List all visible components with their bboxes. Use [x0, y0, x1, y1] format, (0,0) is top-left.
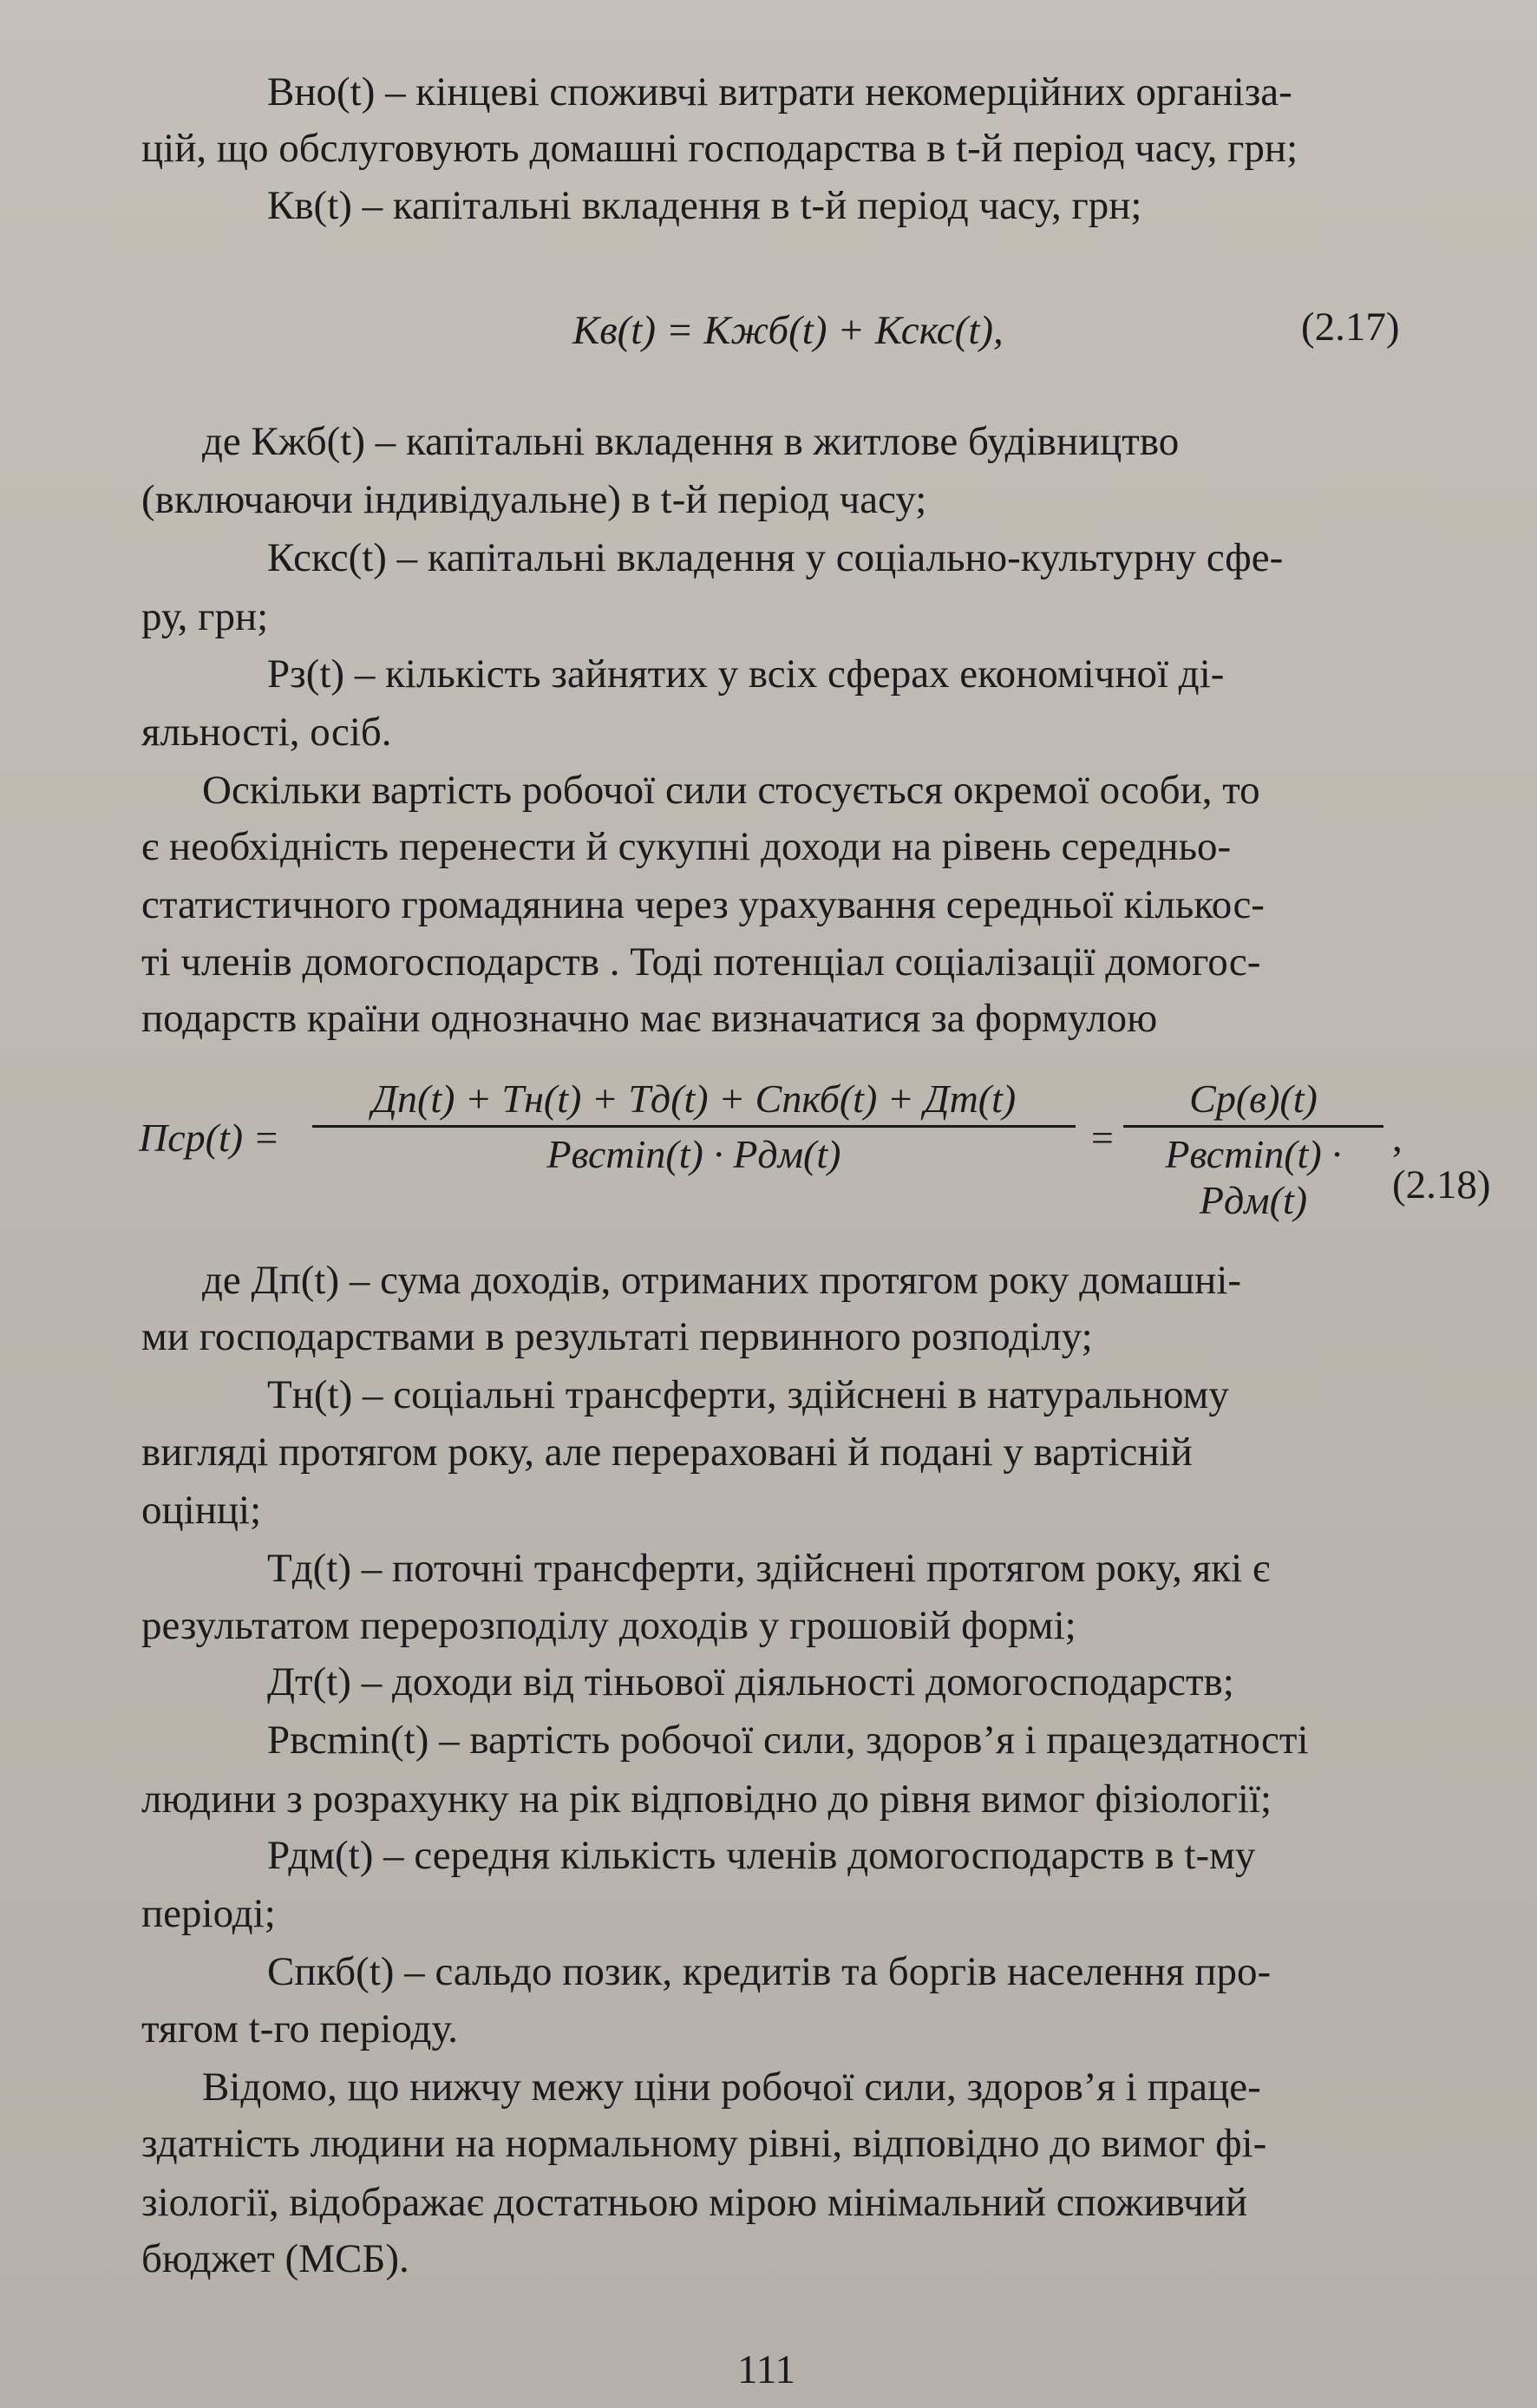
- text-line: подарств країни однозначно має визначатися за формулою: [141, 996, 1158, 1041]
- equation-equals: =: [1089, 1116, 1116, 1160]
- fraction-1-numerator: Дп(t) + Тн(t) + Тд(t) + Cпкб(t) + Дт(t): [312, 1076, 1076, 1128]
- text-line: Оскільки вартість робочої сили стосується окремої особи, то: [202, 768, 1260, 813]
- text-line: Рз(t) – кількість зайнятих у всіх сферах економічної ді-: [267, 651, 1225, 697]
- equation-2-17: Кв(t) = Кжб(t) + Кскс(t),: [572, 308, 1004, 353]
- text-line: Відомо, що нижчу межу ціни робочої сили, здоров’я і праце-: [202, 2064, 1261, 2110]
- text-line: результатом перерозподілу доходів у грошовій формі;: [141, 1603, 1076, 1648]
- text-line: бюджет (МСБ).: [141, 2236, 409, 2281]
- text-line: оцінці;: [141, 1488, 262, 1533]
- text-line: зіології, відображає достатньою мірою мінімальний споживчий: [141, 2180, 1248, 2225]
- text-line: Bно(t) – кінцеві споживчі витрати некомерційних організа-: [267, 69, 1292, 115]
- text-line: статистичного громадянина через урахування середньої кількос-: [141, 882, 1265, 927]
- fraction-1-denominator: Pвсmin(t) · Pдм(t): [546, 1132, 841, 1176]
- equation-lhs: Пср(t) =: [139, 1116, 280, 1160]
- equation-number: (2.17): [1301, 304, 1400, 350]
- text-line: періоді;: [141, 1891, 276, 1936]
- text-line: ми господарствами в результаті первинного розподілу;: [141, 1314, 1093, 1359]
- fraction-2-denominator: Pвсmin(t) · Pдм(t): [1165, 1132, 1342, 1222]
- text-line: людини з розрахунку на рік відповідно до рівня вимог фізіології;: [141, 1777, 1272, 1822]
- text-line: яльності, осіб.: [141, 710, 392, 755]
- text-line: де Дп(t) – сума доходів, отриманих протягом року домашні-: [202, 1258, 1242, 1303]
- equation-2-18: [139, 1076, 1491, 1222]
- text-line: Cпкб(t) – сальдо позик, кредитів та боргів населення про-: [267, 1949, 1272, 1994]
- text-line: вигляді протягом року, але перераховані й подані у вартісній: [141, 1430, 1193, 1475]
- fraction-1: [312, 1076, 1076, 1177]
- text-line: Тн(t) – соціальні трансферти, здійснені в натуральному: [267, 1372, 1229, 1417]
- text-line: ті членів домогосподарств . Тоді потенціал соціалізації домогос-: [141, 939, 1261, 985]
- text-line: здатність людини на нормальному рівні, відповідно до вимог фі-: [141, 2121, 1267, 2166]
- text-line: цій, що обслуговують домашні господарства в t-й період часу, грн;: [141, 126, 1298, 171]
- text-line: є необхідність перенести й сукупні доходи на рівень середньо-: [141, 824, 1232, 869]
- text-line: (включаючи індивідуальне) в t-й період часу;: [141, 477, 927, 522]
- equation-number: , (2.18): [1392, 1116, 1491, 1207]
- text-line: Дт(t) – доходи від тіньової діяльності домогосподарств;: [267, 1659, 1234, 1705]
- fraction-2: [1123, 1076, 1383, 1223]
- text-line: де Кжб(t) – капітальні вкладення в житлове будівництво: [202, 419, 1180, 464]
- text-line: Рдм(t) – середня кількість членів домогосподарств в t-му: [267, 1833, 1256, 1878]
- text-line: ру, грн;: [141, 594, 269, 639]
- fraction-2-numerator: Cр(в)(t): [1123, 1076, 1383, 1128]
- text-line: Pвсmin(t) – вартість робочої сили, здоров’я і працездатності: [267, 1718, 1309, 1763]
- text-line: Тд(t) – поточні трансферти, здійснені протягом року, які є: [267, 1546, 1271, 1591]
- text-line: Кскс(t) – капітальні вкладення у соціально-культурну сфе-: [267, 535, 1284, 580]
- page-number: 111: [737, 2347, 796, 2392]
- text-line: Кв(t) – капітальні вкладення в t-й період часу, грн;: [267, 183, 1142, 228]
- text-line: тягом t-го періоду.: [141, 2006, 458, 2051]
